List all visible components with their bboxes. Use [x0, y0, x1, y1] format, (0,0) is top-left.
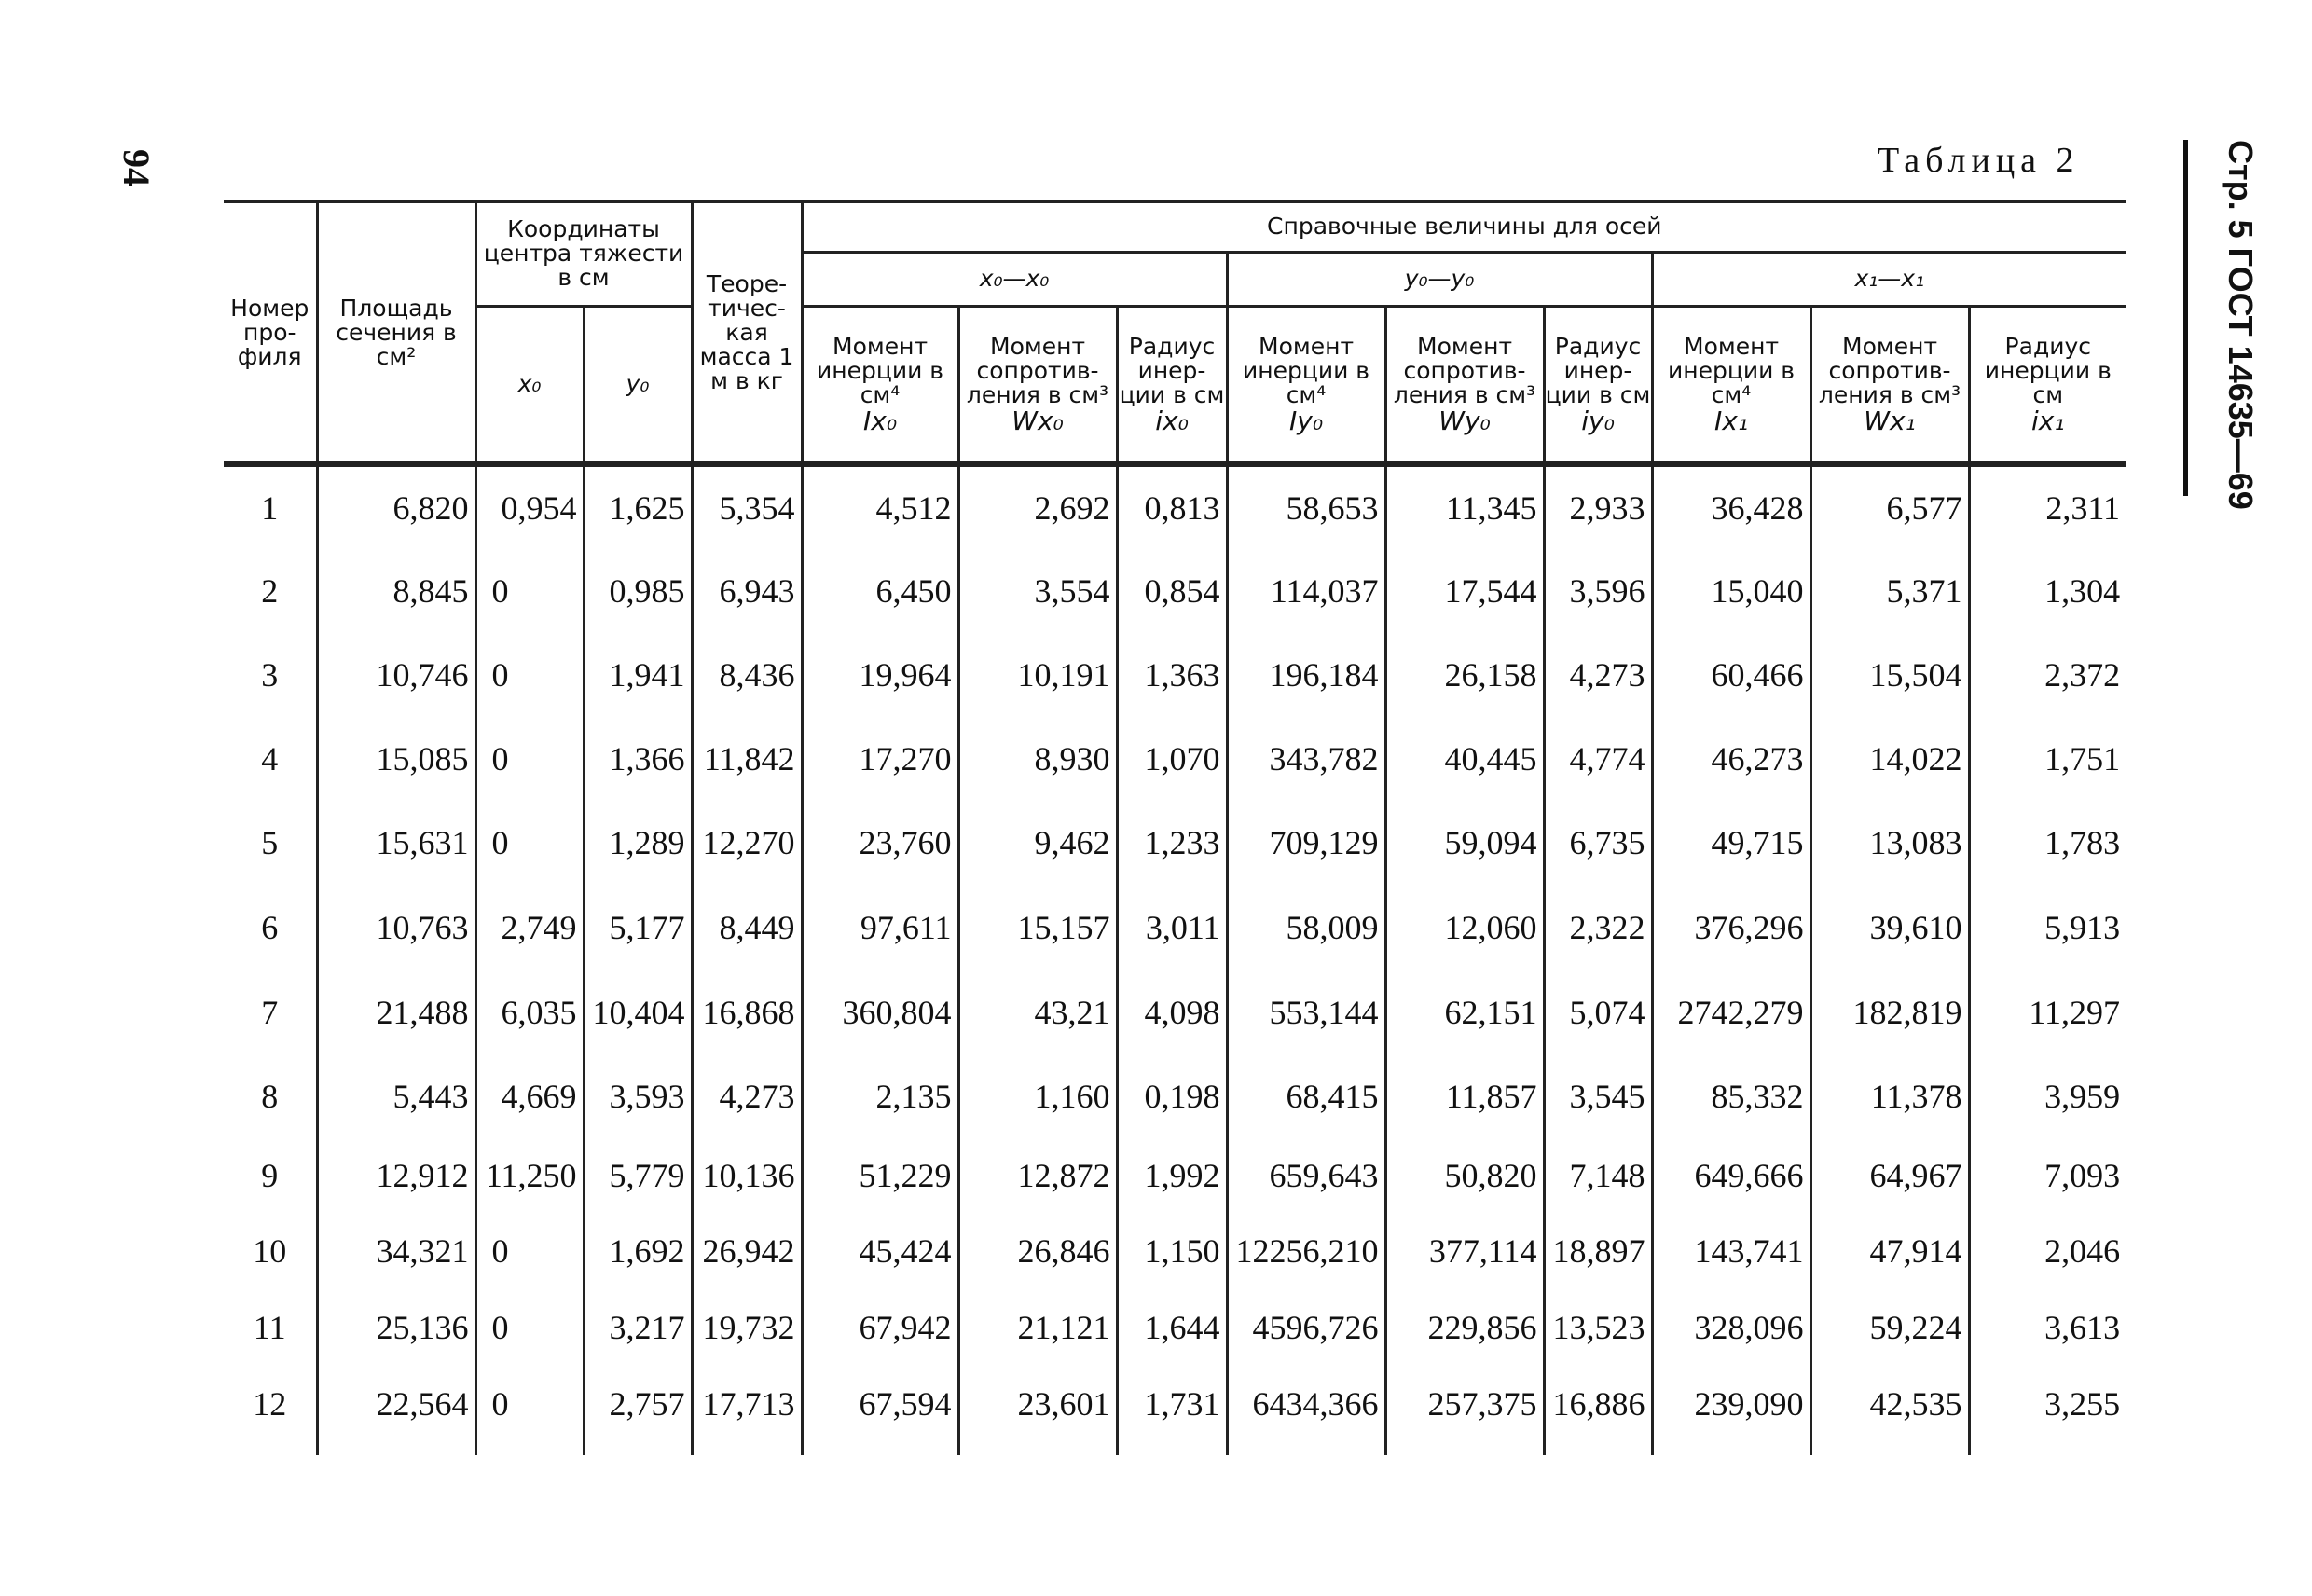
table-cell: 1,731 — [1117, 1366, 1227, 1442]
table-cell: 2,692 — [958, 464, 1117, 549]
table-cell: 22,564 — [317, 1366, 475, 1442]
table-cell: 376,296 — [1652, 885, 1810, 970]
table-row — [224, 970, 2126, 1054]
table-cell: 4,774 — [1544, 717, 1652, 801]
table-tail-cell — [1227, 1442, 1385, 1455]
table-row — [224, 885, 2126, 970]
table-cell: 6,450 — [802, 549, 958, 633]
table-cell: 0 — [475, 717, 584, 801]
table-tail-cell — [1652, 1442, 1810, 1455]
header-resistance-y0: Момент сопротив-ления в см³ Wy₀ — [1385, 306, 1544, 464]
header-x0: x₀ — [475, 306, 584, 464]
table-cell: 11 — [253, 1309, 286, 1346]
table-cell: 6,577 — [1810, 464, 1969, 549]
table-cell: 15,085 — [317, 717, 475, 801]
table-row — [224, 549, 2126, 633]
table-cell: 328,096 — [1652, 1289, 1810, 1366]
table-cell: 16,868 — [692, 970, 802, 1054]
table-cell: 5,177 — [584, 885, 692, 970]
table-cell: 34,321 — [317, 1213, 475, 1289]
table-cell: 553,144 — [1227, 970, 1385, 1054]
table-cell: 1,941 — [584, 633, 692, 717]
table-cell: 11,378 — [1810, 1054, 1969, 1138]
table-cell: 1,783 — [1969, 801, 2126, 885]
header-resistance-x0: Момент сопротив-ления в см³ Wx₀ — [958, 306, 1117, 464]
table-cell: 15,157 — [958, 885, 1117, 970]
table-cell: 11,857 — [1385, 1054, 1544, 1138]
table-cell: 1,366 — [584, 717, 692, 801]
table-cell: 7,093 — [1969, 1138, 2126, 1213]
table-cell: 659,643 — [1227, 1138, 1385, 1213]
table-cell: 0 — [475, 1366, 584, 1442]
table-cell: 1,363 — [1117, 633, 1227, 717]
table-cell: 4,098 — [1117, 970, 1227, 1054]
table-cell: 25,136 — [317, 1289, 475, 1366]
table-cell: 143,741 — [1652, 1213, 1810, 1289]
table-cell: 21,488 — [317, 970, 475, 1054]
header-axis-x0: x₀—x₀ — [802, 252, 1227, 306]
table-cell: 39,610 — [1810, 885, 1969, 970]
table-cell: 9 — [261, 1157, 279, 1194]
table-cell: 58,009 — [1227, 885, 1385, 970]
table-cell: 5 — [261, 824, 279, 861]
table-cell: 12,912 — [317, 1138, 475, 1213]
table-cell: 5,371 — [1810, 549, 1969, 633]
table-tail — [224, 1442, 2126, 1455]
table-cell: 6 — [261, 909, 279, 946]
table-cell: 17,713 — [692, 1366, 802, 1442]
table-cell: 9,462 — [958, 801, 1117, 885]
table-cell: 26,942 — [692, 1213, 802, 1289]
table-cell: 196,184 — [1227, 633, 1385, 717]
table-row — [224, 633, 2126, 717]
table-cell: 6,943 — [692, 549, 802, 633]
table-cell: 11,250 — [475, 1138, 584, 1213]
table-cell: 10,763 — [317, 885, 475, 970]
table-cell: 8,930 — [958, 717, 1117, 801]
table-cell: 23,760 — [802, 801, 958, 885]
table-cell: 1,160 — [958, 1054, 1117, 1138]
table-body — [224, 464, 2126, 1455]
table-cell: 10,746 — [317, 633, 475, 717]
table-tail-cell — [692, 1442, 802, 1455]
table-cell: 0 — [475, 1289, 584, 1366]
table-cell: 4 — [261, 740, 279, 777]
table-cell: 13,523 — [1544, 1289, 1652, 1366]
table-cell: 36,428 — [1652, 464, 1810, 549]
header-area: Площадь сечения в см² — [317, 201, 475, 464]
table-cell: 2,322 — [1544, 885, 1652, 970]
header-inertia-x0: Момент инерции в см⁴ Ix₀ — [802, 306, 958, 464]
table-tail-cell — [1385, 1442, 1544, 1455]
table-cell: 2,757 — [584, 1366, 692, 1442]
table-cell: 4,669 — [475, 1054, 584, 1138]
table-tail-cell — [1810, 1442, 1969, 1455]
table-cell: 51,229 — [802, 1138, 958, 1213]
table-row — [224, 717, 2126, 801]
header-inertia-y0: Момент инерции в см⁴ Iy₀ — [1227, 306, 1385, 464]
table-cell: 0 — [475, 633, 584, 717]
table-cell: 360,804 — [802, 970, 958, 1054]
table-cell: 2,135 — [802, 1054, 958, 1138]
table-cell: 18,897 — [1544, 1213, 1652, 1289]
table-cell: 1,644 — [1117, 1289, 1227, 1366]
table-cell: 67,942 — [802, 1289, 958, 1366]
table-cell: 8,436 — [692, 633, 802, 717]
table-cell: 15,040 — [1652, 549, 1810, 633]
table-row — [224, 1213, 2126, 1289]
table-cell: 2,749 — [475, 885, 584, 970]
table-cell: 1,233 — [1117, 801, 1227, 885]
table-cell: 85,332 — [1652, 1054, 1810, 1138]
table-cell: 377,114 — [1385, 1213, 1544, 1289]
header-y0: y₀ — [584, 306, 692, 464]
table-cell: 50,820 — [1385, 1138, 1544, 1213]
table-cell: 59,094 — [1385, 801, 1544, 885]
table-cell: 8,845 — [317, 549, 475, 633]
table-cell: 62,151 — [1385, 970, 1544, 1054]
table-cell: 4596,726 — [1227, 1289, 1385, 1366]
table-cell: 1,751 — [1969, 717, 2126, 801]
table-cell: 45,424 — [802, 1213, 958, 1289]
table-cell: 239,090 — [1652, 1366, 1810, 1442]
table-row — [224, 1366, 2126, 1442]
table-cell: 3,959 — [1969, 1054, 2126, 1138]
table-cell: 3,545 — [1544, 1054, 1652, 1138]
header-radius-x1: Радиус инерции в см ix₁ — [1969, 306, 2126, 464]
table-cell: 3 — [261, 656, 279, 694]
table-cell: 15,504 — [1810, 633, 1969, 717]
header-radius-x0: Радиус инер-ции в см ix₀ — [1117, 306, 1227, 464]
table-tail-cell — [584, 1442, 692, 1455]
table-cell: 49,715 — [1652, 801, 1810, 885]
table-cell: 10 — [253, 1232, 287, 1270]
table-cell: 114,037 — [1227, 549, 1385, 633]
table-cell: 12,872 — [958, 1138, 1117, 1213]
table-cell: 97,611 — [802, 885, 958, 970]
table-cell: 11,345 — [1385, 464, 1544, 549]
table-tail-cell — [317, 1442, 475, 1455]
table-cell: 1,289 — [584, 801, 692, 885]
table-cell: 1,150 — [1117, 1213, 1227, 1289]
table-cell: 2,933 — [1544, 464, 1652, 549]
table-tail-cell — [1544, 1442, 1652, 1455]
table-cell: 14,022 — [1810, 717, 1969, 801]
table-cell: 6,820 — [317, 464, 475, 549]
table-cell: 8 — [261, 1078, 279, 1115]
table-cell: 42,535 — [1810, 1366, 1969, 1442]
table-cell: 3,011 — [1117, 885, 1227, 970]
table-cell: 0 — [475, 1213, 584, 1289]
header-axis-x1: x₁—x₁ — [1652, 252, 2126, 306]
table-cell: 12,060 — [1385, 885, 1544, 970]
table-tail-cell — [475, 1442, 584, 1455]
table-cell: 1,692 — [584, 1213, 692, 1289]
table-cell: 2,372 — [1969, 633, 2126, 717]
table-row — [224, 1054, 2126, 1138]
table-cell: 1,070 — [1117, 717, 1227, 801]
table-cell: 6,035 — [475, 970, 584, 1054]
table-cell: 3,613 — [1969, 1289, 2126, 1366]
table-cell: 67,594 — [802, 1366, 958, 1442]
table-cell: 4,273 — [1544, 633, 1652, 717]
table-cell: 229,856 — [1385, 1289, 1544, 1366]
table-cell: 58,653 — [1227, 464, 1385, 549]
table-cell: 12,270 — [692, 801, 802, 885]
table-tail-cell — [1969, 1442, 2126, 1455]
table-tail-cell — [224, 1442, 317, 1455]
table-cell: 59,224 — [1810, 1289, 1969, 1366]
table-cell: 1,625 — [584, 464, 692, 549]
table-cell: 26,158 — [1385, 633, 1544, 717]
table-cell: 3,554 — [958, 549, 1117, 633]
table-cell: 10,404 — [584, 970, 692, 1054]
table-row — [224, 801, 2126, 885]
table-cell: 0,854 — [1117, 549, 1227, 633]
table-cell: 5,779 — [584, 1138, 692, 1213]
table-cell: 46,273 — [1652, 717, 1810, 801]
side-standard-label — [2211, 140, 2267, 513]
table-cell: 343,782 — [1227, 717, 1385, 801]
table-cell: 2,311 — [1969, 464, 2126, 549]
table-cell: 5,443 — [317, 1054, 475, 1138]
table-row — [224, 1289, 2126, 1366]
table-cell: 0 — [475, 801, 584, 885]
table-cell: 11,842 — [692, 717, 802, 801]
table-cell: 0,813 — [1117, 464, 1227, 549]
table-cell: 12 — [253, 1385, 287, 1423]
table-title: Таблица 2 — [1878, 141, 2080, 180]
table-cell: 60,466 — [1652, 633, 1810, 717]
table-cell: 3,593 — [584, 1054, 692, 1138]
table-cell: 0 — [475, 549, 584, 633]
header-inertia-x1: Момент инерции в см⁴ Ix₁ — [1652, 306, 1810, 464]
table-cell: 5,074 — [1544, 970, 1652, 1054]
table-cell: 2 — [261, 572, 279, 610]
table-cell: 68,415 — [1227, 1054, 1385, 1138]
header-radius-y0: Радиус инер-ции в см iy₀ — [1544, 306, 1652, 464]
header-centroid: Координаты центра тяжести в см — [475, 201, 692, 306]
page-number: 94 — [116, 149, 158, 186]
table-cell: 257,375 — [1385, 1366, 1544, 1442]
header-resistance-x1: Момент сопротив-ления в см³ Wx₁ — [1810, 306, 1969, 464]
table-cell: 17,544 — [1385, 549, 1544, 633]
table-cell: 12256,210 — [1227, 1213, 1385, 1289]
table-cell: 6,735 — [1544, 801, 1652, 885]
table-cell: 17,270 — [802, 717, 958, 801]
table-cell: 10,191 — [958, 633, 1117, 717]
table-cell: 4,273 — [692, 1054, 802, 1138]
table-cell: 64,967 — [1810, 1138, 1969, 1213]
header-reference: Справочные величины для осей — [802, 201, 2126, 252]
table-cell: 1,992 — [1117, 1138, 1227, 1213]
table-cell: 8,449 — [692, 885, 802, 970]
table-cell: 11,297 — [1969, 970, 2126, 1054]
table-cell: 19,732 — [692, 1289, 802, 1366]
table-cell: 10,136 — [692, 1138, 802, 1213]
table-cell: 47,914 — [1810, 1213, 1969, 1289]
table-cell: 4,512 — [802, 464, 958, 549]
table-cell: 43,21 — [958, 970, 1117, 1054]
header-mass: Теоре-тичес-кая масса 1 м в кг — [692, 201, 802, 464]
table-tail-cell — [1117, 1442, 1227, 1455]
table-cell: 19,964 — [802, 633, 958, 717]
table-cell: 7,148 — [1544, 1138, 1652, 1213]
header-profile-no: Номер про-филя — [224, 201, 317, 464]
table-tail-cell — [802, 1442, 958, 1455]
table-cell: 3,255 — [1969, 1366, 2126, 1442]
table-cell: 3,596 — [1544, 549, 1652, 633]
table-cell: 649,666 — [1652, 1138, 1810, 1213]
side-label-text: Стр. 5 ГОСТ 14635—69 — [2222, 140, 2260, 510]
profile-properties-table — [224, 200, 2126, 1455]
table-cell: 1 — [224, 464, 317, 549]
table-cell: 2,046 — [1969, 1213, 2126, 1289]
table-cell: 23,601 — [958, 1366, 1117, 1442]
table-cell: 182,819 — [1810, 970, 1969, 1054]
table-cell: 3,217 — [584, 1289, 692, 1366]
table-cell: 709,129 — [1227, 801, 1385, 885]
table-cell: 15,631 — [317, 801, 475, 885]
table-cell: 5,913 — [1969, 885, 2126, 970]
table-cell: 0,198 — [1117, 1054, 1227, 1138]
table-cell: 0,985 — [584, 549, 692, 633]
table-row — [224, 1138, 2126, 1213]
table-cell: 40,445 — [1385, 717, 1544, 801]
table-cell: 2742,279 — [1652, 970, 1810, 1054]
table-cell: 6434,366 — [1227, 1366, 1385, 1442]
table-cell: 21,121 — [958, 1289, 1117, 1366]
table-cell: 7 — [261, 994, 279, 1031]
table-cell: 0,954 — [475, 464, 584, 549]
table-cell: 26,846 — [958, 1213, 1117, 1289]
side-label-rule — [2183, 140, 2188, 496]
header-axis-y0: y₀—y₀ — [1227, 252, 1652, 306]
table-row — [224, 464, 2126, 549]
table-cell: 5,354 — [692, 464, 802, 549]
table-cell: 1,304 — [1969, 549, 2126, 633]
table-cell: 16,886 — [1544, 1366, 1652, 1442]
table-cell: 13,083 — [1810, 801, 1969, 885]
table-tail-cell — [958, 1442, 1117, 1455]
